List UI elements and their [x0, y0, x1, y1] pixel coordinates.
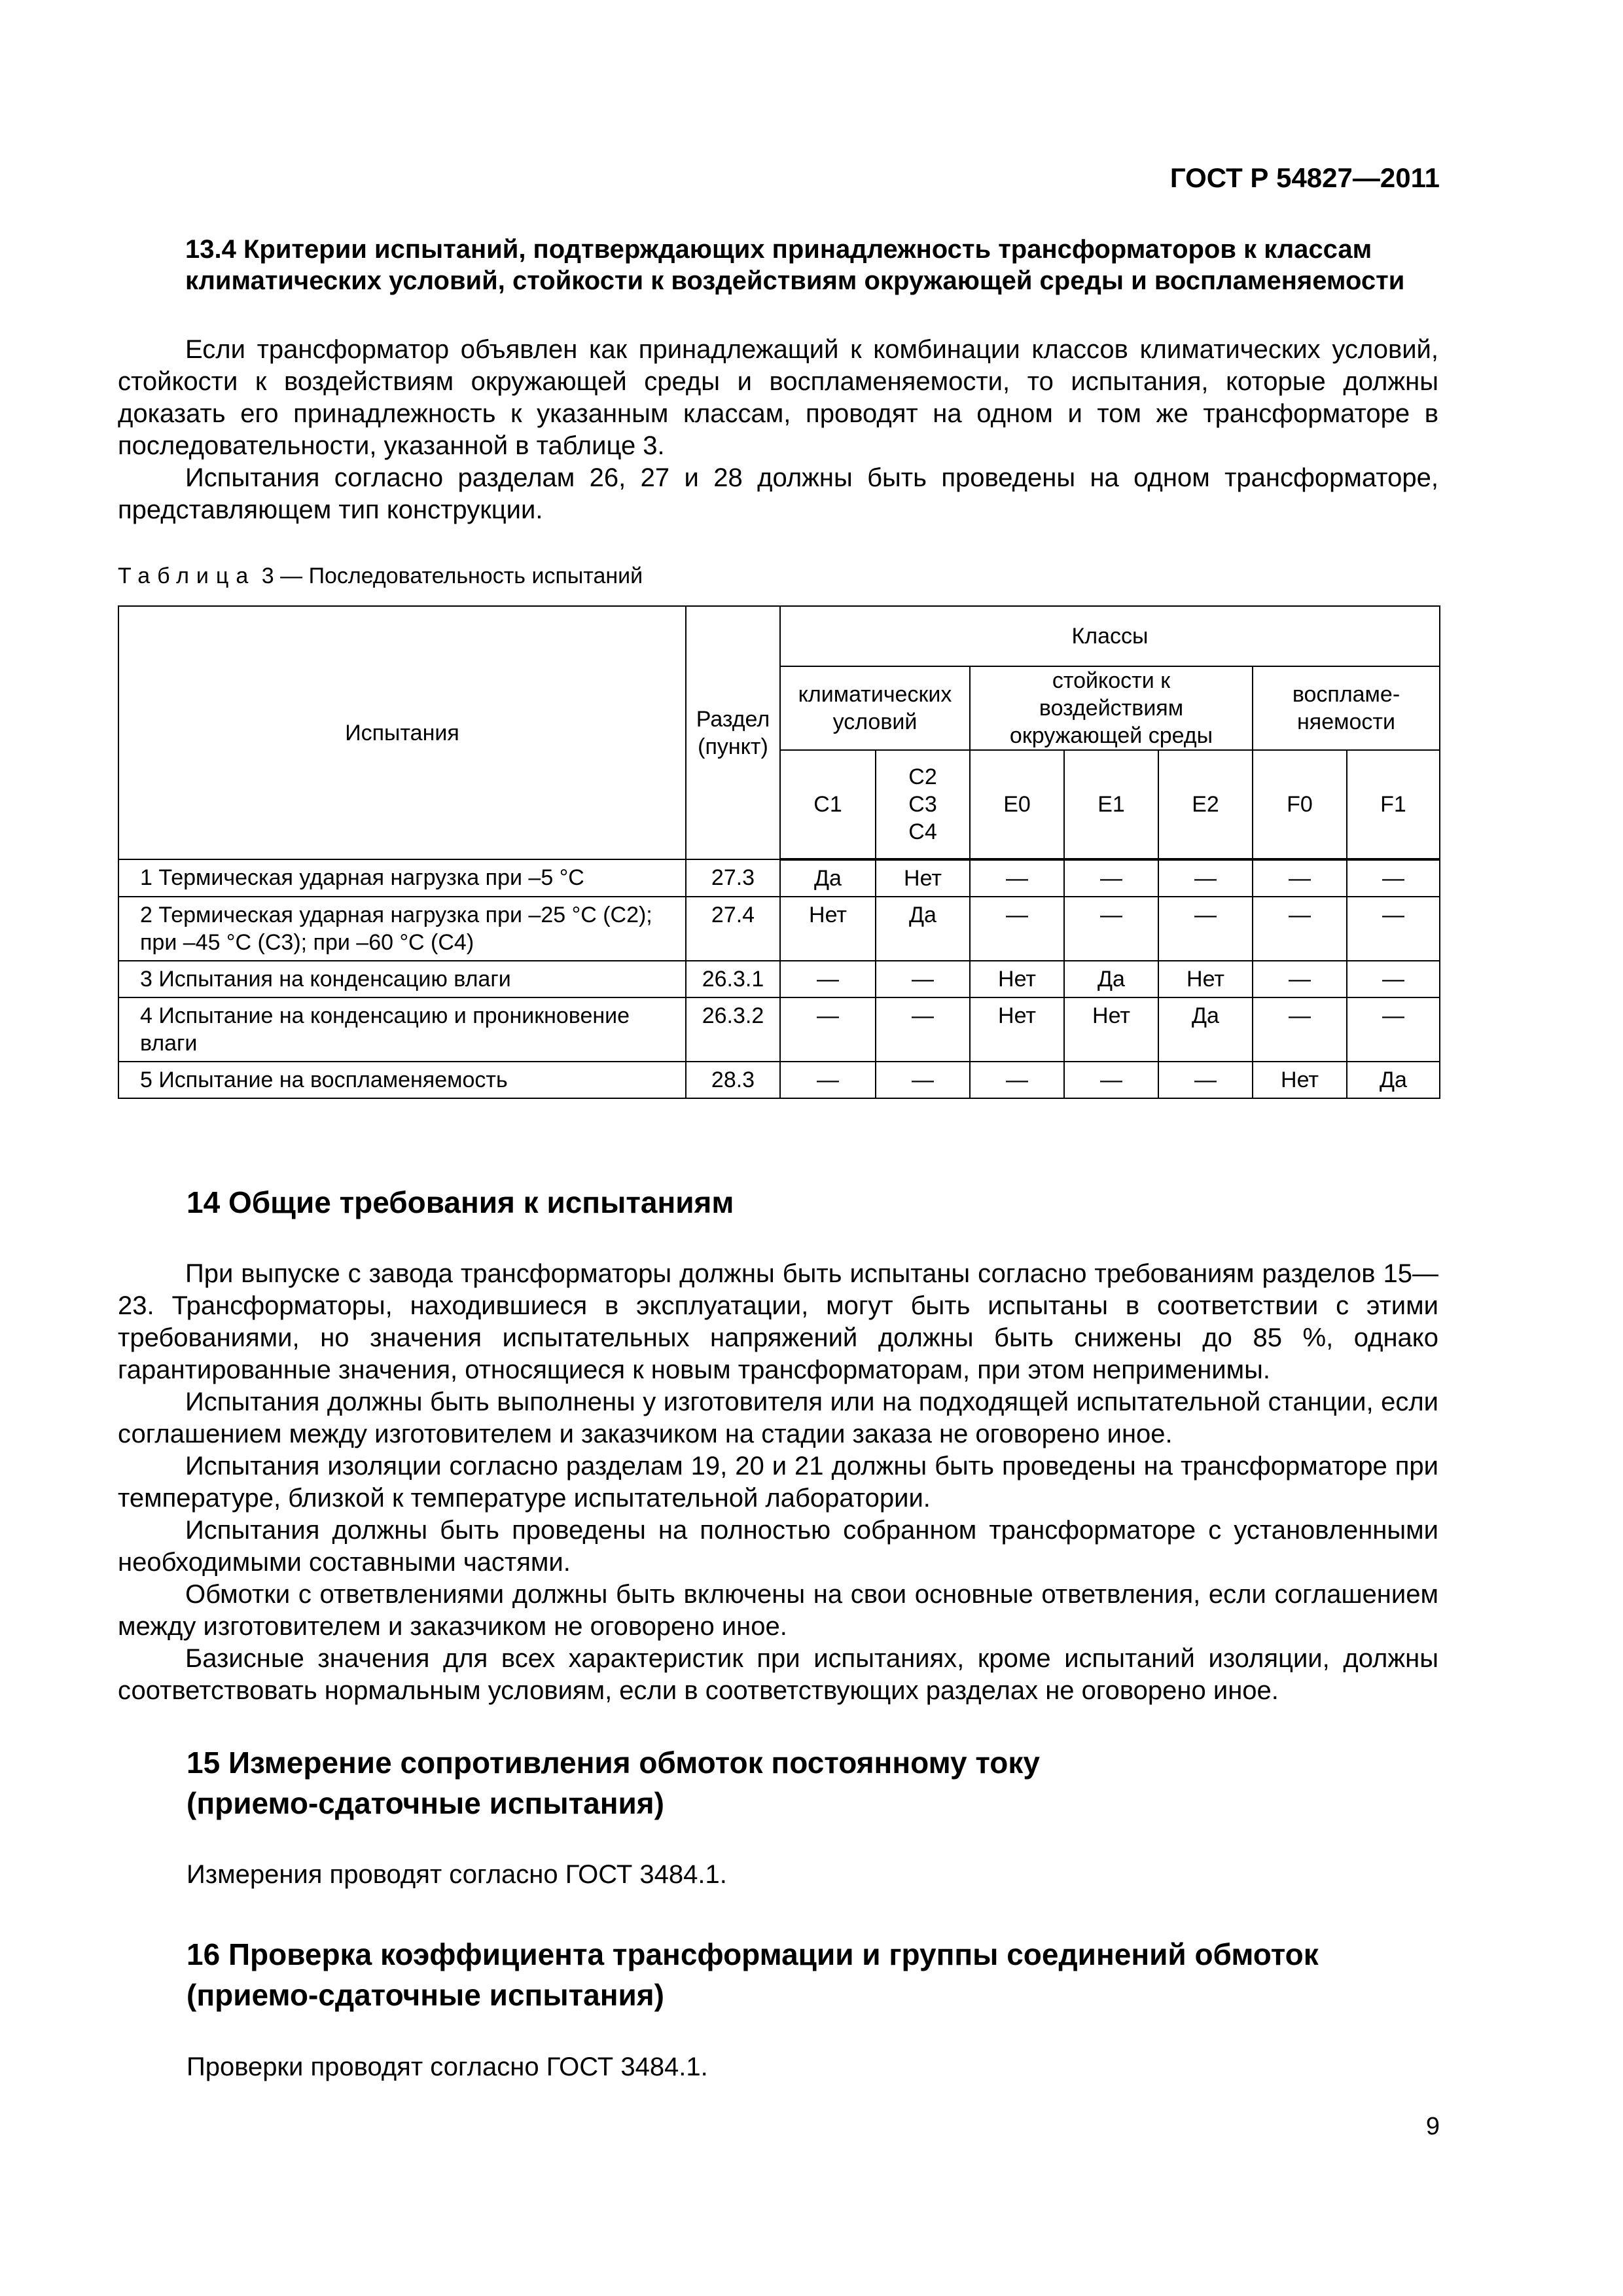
section-14-body	[118, 1258, 1438, 1707]
cell-f0: —	[1253, 997, 1347, 1062]
section-13-4-title: Критерии испытаний, подтверждающих принадлежность трансформаторов к классам климатических условий, стойкости к воздействиям окружающей среды и воспламеняемости	[185, 235, 1405, 295]
paragraph: Обмотки с ответвлениями должны быть включены на свои основные ответвления, если соглашением между изготовителем и заказчиком не оговорено иное.	[118, 1580, 1438, 1641]
header-section	[686, 606, 780, 859]
header-classes: Классы	[780, 606, 1440, 666]
cell-f0: —	[1253, 897, 1347, 961]
section-13-4-body	[118, 334, 1438, 526]
paragraph: Базисные значения для всех характеристик при испытаниях, кроме испытаний изоляции, должны соответствовать нормальным условиям, если в соответствующих разделах не оговорено иное.	[118, 1644, 1438, 1705]
section-15-heading-line2: (приемо-сдаточные испытания)	[187, 1786, 664, 1820]
cell-e1: Да	[1064, 961, 1158, 997]
section-14-heading: 14 Общие требования к испытаниям	[187, 1185, 734, 1219]
cell-f1: —	[1347, 961, 1440, 997]
cell-c234: —	[876, 961, 970, 997]
cell-section: 27.4	[686, 897, 780, 961]
table-row	[118, 997, 1440, 1062]
cell-c1: Нет	[780, 897, 876, 961]
cell-f1: Да	[1347, 1062, 1440, 1098]
section-16-text: Проверки проводят согласно ГОСТ 3484.1.	[187, 2053, 708, 2081]
cell-section: 27.3	[686, 859, 780, 897]
section-15-heading-line1: 15 Измерение сопротивления обмоток постоянному току	[187, 1746, 1041, 1780]
cell-e1: —	[1064, 1062, 1158, 1098]
cell-section: 26.3.1	[686, 961, 780, 997]
cell-c1: —	[780, 961, 876, 997]
cell-e2: —	[1158, 897, 1253, 961]
cell-test-name: 5 Испытание на воспламеняемость	[118, 1062, 686, 1098]
section-16-heading-line2: (приемо-сдаточные испытания)	[187, 1978, 664, 2012]
header-climatic: климатических условий	[780, 666, 970, 750]
table-row	[118, 897, 1440, 961]
header-f1: F1	[1347, 750, 1440, 859]
header-c4: C4	[908, 819, 937, 844]
cell-test-name: 1 Термическая ударная нагрузка при –5 °C	[118, 859, 686, 897]
document-code: ГОСТ Р 54827—2011	[1169, 162, 1440, 193]
cell-f0: —	[1253, 961, 1347, 997]
paragraph: Испытания согласно разделам 26, 27 и 28 должны быть проведены на одном трансформаторе, представляющем тип конструкции.	[118, 463, 1438, 524]
page-number: 9	[1425, 2113, 1440, 2140]
cell-f1: —	[1347, 997, 1440, 1062]
cell-e1: —	[1064, 897, 1158, 961]
header-tests: Испытания	[118, 606, 686, 859]
cell-e0: Нет	[970, 997, 1064, 1062]
header-c1: C1	[780, 750, 876, 859]
table-caption	[118, 564, 643, 589]
table-caption-title: 3 — Последовательность испытаний	[261, 564, 643, 588]
section-16-heading	[187, 1934, 1319, 2015]
paragraph: Испытания должны быть проведены на полностью собранном трансформаторе с установленными необходимыми составными частями.	[118, 1516, 1438, 1577]
paragraph: Испытания должны быть выполнены у изготовителя или на подходящей испытательной станции, если соглашением между изготовителем и заказчиком на стадии заказа не оговорено иное.	[118, 1388, 1438, 1448]
section-15-heading	[187, 1742, 1040, 1823]
cell-section: 28.3	[686, 1062, 780, 1098]
cell-e0: —	[970, 859, 1064, 897]
header-section-line1: Раздел	[696, 706, 770, 732]
cell-e0: —	[970, 897, 1064, 961]
table-caption-word: Таблица	[118, 564, 256, 588]
cell-f0: Нет	[1253, 1062, 1347, 1098]
test-sequence-table	[118, 605, 1440, 1099]
cell-e2: Нет	[1158, 961, 1253, 997]
cell-c234: —	[876, 997, 970, 1062]
cell-e0: Нет	[970, 961, 1064, 997]
cell-c234: Нет	[876, 859, 970, 897]
cell-section: 26.3.2	[686, 997, 780, 1062]
section-16-heading-line1: 16 Проверка коэффициента трансформации и группы соединений обмоток	[187, 1937, 1319, 1971]
table-row	[118, 1062, 1440, 1098]
header-f0: F0	[1253, 750, 1347, 859]
cell-test-name: 4 Испытание на конденсацию и проникновение влаги	[118, 997, 686, 1062]
cell-c1: —	[780, 1062, 876, 1098]
header-section-line2: (пункт)	[698, 734, 768, 759]
header-flammability: воспламе-няемости	[1253, 666, 1440, 750]
cell-e2: Да	[1158, 997, 1253, 1062]
cell-e2: —	[1158, 1062, 1253, 1098]
cell-c234: Да	[876, 897, 970, 961]
table-row	[118, 961, 1440, 997]
cell-e1: —	[1064, 859, 1158, 897]
header-c234	[876, 750, 970, 859]
cell-f0: —	[1253, 859, 1347, 897]
cell-test-name: 3 Испытания на конденсацию влаги	[118, 961, 686, 997]
section-13-4-heading	[185, 234, 1429, 296]
header-c2: C2	[908, 764, 937, 789]
cell-c1: —	[780, 997, 876, 1062]
cell-test-name: 2 Термическая ударная нагрузка при –25 °C (C2); при –45 °C (C3); при –60 °C (C4)	[118, 897, 686, 961]
paragraph: Если трансформатор объявлен как принадлежащий к комбинации классов климатических условий, стойкости к воздействиям окружающей среды и воспламеняемости, то испытания, которые должны доказать его принадлежность к указанным классам, проводят на одном и том же трансформаторе в последовательности, указанной в таблице 3.	[118, 335, 1438, 460]
paragraph: Испытания изоляции согласно разделам 19, 20 и 21 должны быть проведены на трансформаторе при температуре, близкой к температуре испытательной лаборатории.	[118, 1452, 1438, 1513]
header-c3: C3	[908, 792, 937, 817]
cell-e0: —	[970, 1062, 1064, 1098]
header-e1: E1	[1064, 750, 1158, 859]
cell-f1: —	[1347, 897, 1440, 961]
cell-f1: —	[1347, 859, 1440, 897]
section-13-4-number: 13.4	[185, 235, 236, 264]
cell-e1: Нет	[1064, 997, 1158, 1062]
paragraph: При выпуске с завода трансформаторы должны быть испытаны согласно требованиям разделов 15—23. Трансформаторы, находившиеся в эксплуатации, могут быть испытаны в соответствии с этими требованиями, но значения испытательных напряжений должны быть снижены до 85 %, однако гарантированные значения, относящиеся к новым трансформаторам, при этом неприменимы.	[118, 1259, 1438, 1384]
cell-e2: —	[1158, 859, 1253, 897]
header-environmental: стойкости к воздействиям окружающей среды	[970, 666, 1253, 750]
cell-c1: Да	[780, 859, 876, 897]
table-row	[118, 859, 1440, 897]
header-e2: E2	[1158, 750, 1253, 859]
header-e0: E0	[970, 750, 1064, 859]
section-15-text: Измерения проводят согласно ГОСТ 3484.1.	[187, 1860, 727, 1889]
cell-c234: —	[876, 1062, 970, 1098]
